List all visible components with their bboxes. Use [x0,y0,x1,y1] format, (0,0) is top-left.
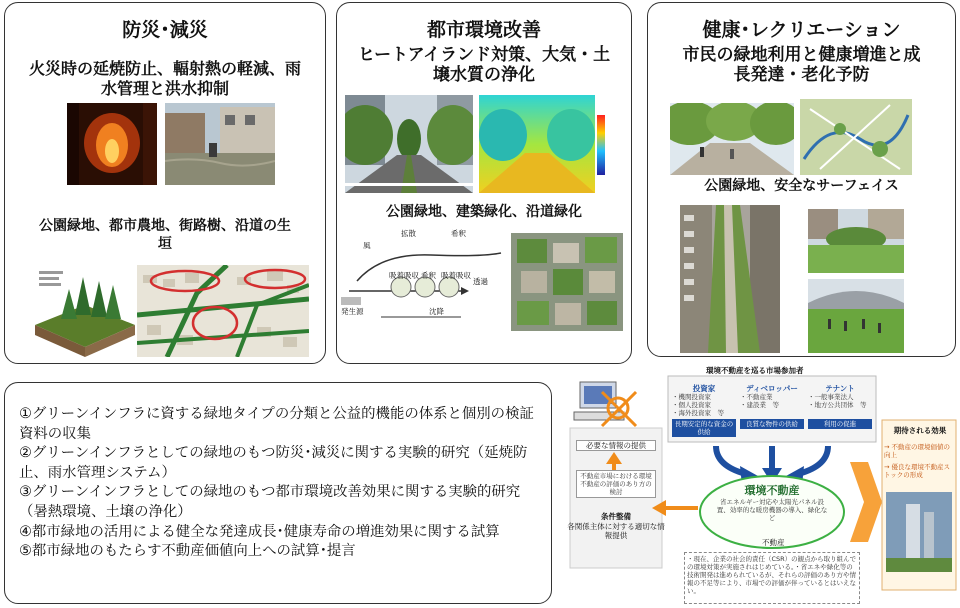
center-text: 省エネルギー対応や太陽光パネル設置、効率的な暖房機器の導入、緑化など [716,498,828,522]
green-map-photo [800,99,912,175]
environmental-real-estate-center [714,482,830,522]
label-pass: 透過 [473,277,488,286]
fire-photo [67,103,157,185]
expected-item: → 優良な環境不動産ストックの形成 [884,463,951,479]
expected-item: → 不動産の環境価値の向上 [884,443,951,459]
label-dilution: 希釈 [451,229,466,238]
environmental-real-estate-diagram [566,362,960,608]
developer-title: ディベロッパー [746,384,798,393]
tenant-title: テナント [825,384,855,393]
label-source: 発生源 [341,307,364,316]
tenant-role: 利用の促進 [808,419,872,429]
panel-caption: 公園緑地、都市農地、街路樹、沿道の生垣 [39,218,291,252]
conditions-label: 条件整備 [601,512,631,521]
investor-title: 投資家 [692,384,716,393]
park-path-photo [670,103,794,175]
panel-title: 防災･減災 [122,19,208,41]
label-dilute-mid: 希釈 [421,271,436,280]
research-item-list [19,405,537,562]
research-item: ②グリーンインフラとしての緑地のもつ防災･減災に関する実験的研究（延焼防止、雨水管理システム） [19,445,528,481]
developer-line: ・不動産業 [740,393,773,401]
expected-effects [884,426,956,479]
sports-field-photo [808,279,904,353]
label-absorb-right: 吸着吸収 [441,271,471,280]
research-item: ③グリーンインフラとしての緑地のもつ都市環境改善効果に関する実験的研究（暑熱環境、土壌の浄化） [19,484,521,520]
market-header: 環境不動産を巡る市場参加者 [706,366,804,375]
label-absorb-left: 吸着吸収 [389,271,419,280]
rooftop-garden-photo [808,209,904,273]
label-wind: 風 [363,241,371,250]
developer-role: 良質な物件の供給 [740,419,804,429]
investor-role: 長期安定的な資金の供給 [672,419,736,437]
investor-line: ・個人投資家 [672,401,711,409]
info-provision-note: 各関係主体に対する適切な情報提供 [567,522,665,540]
hedge-cross-section-illustration [35,265,135,357]
label-settle: 沈降 [429,307,444,316]
real-estate-label: 不動産 [762,538,785,547]
expected-title: 期待される効果 [893,426,947,435]
elevated-greenway-photo [680,205,780,353]
developer-line: ・建設業 等 [740,401,779,409]
tenant-box [808,384,872,429]
air-purification-diagram [341,225,505,331]
boulevard-photo [345,95,473,193]
panel-title: 都市環境改善 [426,19,541,41]
research-item: ④都市緑地の活用による健全な発達成長･健康寿命の増進効果に関する試算 [19,523,500,540]
tenant-line: ・一般事業法人 [808,393,854,401]
research-item: ⑤都市緑地のもたらす不動産価値向上への試算･提言 [19,543,356,560]
panel-urban-environment [336,2,632,364]
panel-research-items [4,382,552,604]
rooftop-greening-aerial [511,233,623,331]
panel-caption: 公園緑地、安全なサーフェイス [704,178,899,194]
panel-subtitle: 火災時の延焼防止、輻射熱の軽減、雨水管理と洪水抑制 [28,59,301,98]
panel-title: 健康･レクリエーション [702,19,901,41]
evaluation-box: 不動産市場における環境不動産の評価のあり方の検討 [576,470,656,498]
panel-subtitle: ヒートアイランド対策、大気・土壌水質の浄化 [357,45,611,85]
flood-photo [165,103,275,185]
panel-caption: 公園緑地、建築緑化、沿道緑化 [386,204,582,220]
panel-disaster [4,2,326,364]
thermal-image [479,95,609,193]
city-aerial-green-network-illustration [137,265,309,357]
developer-box [740,384,804,429]
panel-health-recreation [647,2,956,357]
investor-line: ・海外投資家 等 [672,409,724,417]
needed-info-box: 必要な情報の提供 [576,440,656,451]
investor-box [672,384,736,437]
investor-line: ・機関投資家 [672,393,711,401]
research-item: ①グリーンインフラに資する緑地タイプの分類と公益的機能の体系と個別の検証資料の収集 [19,406,534,442]
center-title: 環境不動産 [744,484,800,497]
background-note: ・現在、企業の社会的責任（CSR）の観点から取り組んでの環境対策が実施されはじめている。・省エネや緑化等の技術開発は進められているが、それらの評価のあり方や情報の不足等により、市場での評価が伴っているとはいえない。 [684,552,860,604]
tenant-line: ・地方公共団体 等 [808,401,867,409]
label-diffusion: 拡散 [401,229,416,238]
panel-subtitle: 市民の緑地利用と健康増進と成長発達・老化予防 [682,45,921,85]
